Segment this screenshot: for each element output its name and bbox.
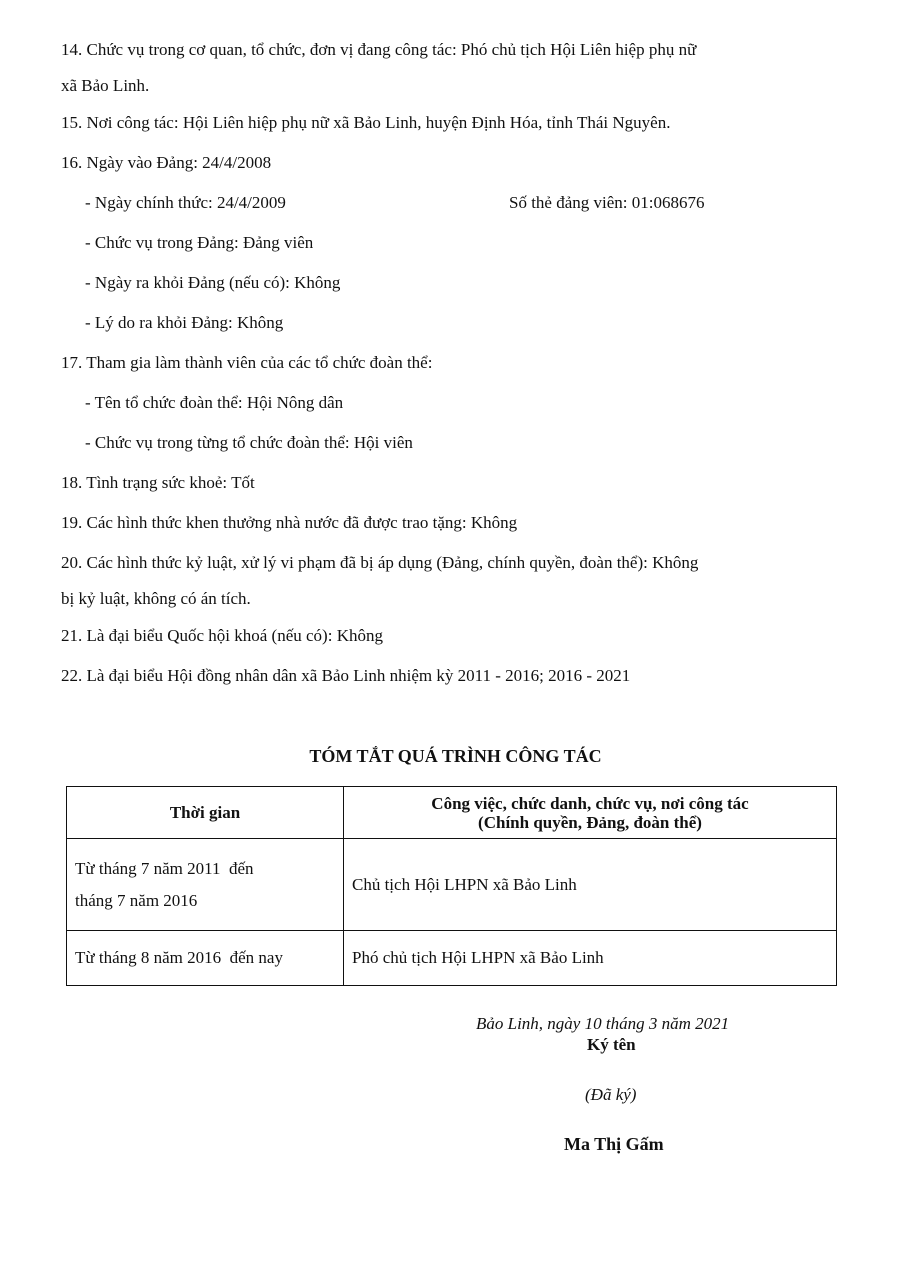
row-job: Chủ tịch Hội LHPN xã Bảo Linh bbox=[344, 839, 837, 931]
row-job: Phó chủ tịch Hội LHPN xã Bảo Linh bbox=[344, 931, 837, 986]
item-20-line1: 20. Các hình thức kỷ luật, xử lý vi phạm đã bị áp dụng (Đảng, chính quyền, đoàn thể): Không bbox=[61, 553, 699, 572]
header-job-line1: Công việc, chức danh, chức vụ, nơi công tác bbox=[431, 793, 749, 813]
item-16-leave-reason: - Lý do ra khỏi Đảng: Không bbox=[85, 313, 284, 332]
signer-name: Ma Thị Gấm bbox=[564, 1134, 664, 1154]
item-15: 15. Nơi công tác: Hội Liên hiệp phụ nữ xã Bảo Linh, huyện Định Hóa, tỉnh Thái Nguyên. bbox=[61, 113, 671, 132]
item-21: 21. Là đại biểu Quốc hội khoá (nếu có): Không bbox=[61, 626, 383, 645]
table-header-row bbox=[67, 787, 837, 839]
row-time-line1: Từ tháng 7 năm 2011 đến bbox=[75, 858, 254, 878]
item-22: 22. Là đại biểu Hội đồng nhân dân xã Bảo Linh nhiệm kỳ 2011 - 2016; 2016 - 2021 bbox=[61, 666, 631, 685]
item-17: 17. Tham gia làm thành viên của các tổ chức đoàn thể: bbox=[61, 353, 433, 372]
header-job bbox=[344, 787, 837, 839]
work-history-table bbox=[66, 786, 837, 986]
item-16-official-date: - Ngày chính thức: 24/4/2009 bbox=[85, 193, 286, 212]
item-14-line1: 14. Chức vụ trong cơ quan, tổ chức, đơn vị đang công tác: Phó chủ tịch Hội Liên hiệp phụ nữ bbox=[61, 40, 697, 59]
row-time: Từ tháng 8 năm 2016 đến nay bbox=[67, 931, 344, 986]
header-job-line2: (Chính quyền, Đảng, đoàn thể) bbox=[478, 812, 702, 832]
work-history-title: TÓM TẮT QUÁ TRÌNH CÔNG TÁC bbox=[309, 746, 602, 766]
table-row bbox=[67, 839, 837, 931]
item-19: 19. Các hình thức khen thưởng nhà nước đã được trao tặng: Không bbox=[61, 513, 518, 532]
row-time bbox=[67, 839, 344, 931]
row-time-line2: tháng 7 năm 2016 bbox=[75, 890, 198, 910]
sign-label: Ký tên bbox=[587, 1035, 636, 1054]
item-16-party-position: - Chức vụ trong Đảng: Đảng viên bbox=[85, 233, 314, 252]
table-row bbox=[67, 931, 837, 986]
item-16: 16. Ngày vào Đảng: 24/4/2008 bbox=[61, 153, 272, 172]
item-14-line2: xã Bảo Linh. bbox=[61, 76, 150, 95]
item-20-line2: bị kỷ luật, không có án tích. bbox=[61, 589, 251, 608]
item-16-party-card: Số thẻ đảng viên: 01:068676 bbox=[509, 193, 705, 212]
item-17-org-name: - Tên tổ chức đoàn thể: Hội Nông dân bbox=[85, 393, 344, 412]
place-date: Bảo Linh, ngày 10 tháng 3 năm 2021 bbox=[476, 1014, 730, 1033]
item-16-leave-date: - Ngày ra khỏi Đảng (nếu có): Không bbox=[85, 273, 341, 292]
item-17-org-role: - Chức vụ trong từng tổ chức đoàn thể: Hội viên bbox=[85, 433, 413, 452]
signed-note: (Đã ký) bbox=[585, 1085, 637, 1104]
header-time: Thời gian bbox=[67, 787, 344, 839]
item-18: 18. Tình trạng sức khoẻ: Tốt bbox=[61, 473, 255, 492]
